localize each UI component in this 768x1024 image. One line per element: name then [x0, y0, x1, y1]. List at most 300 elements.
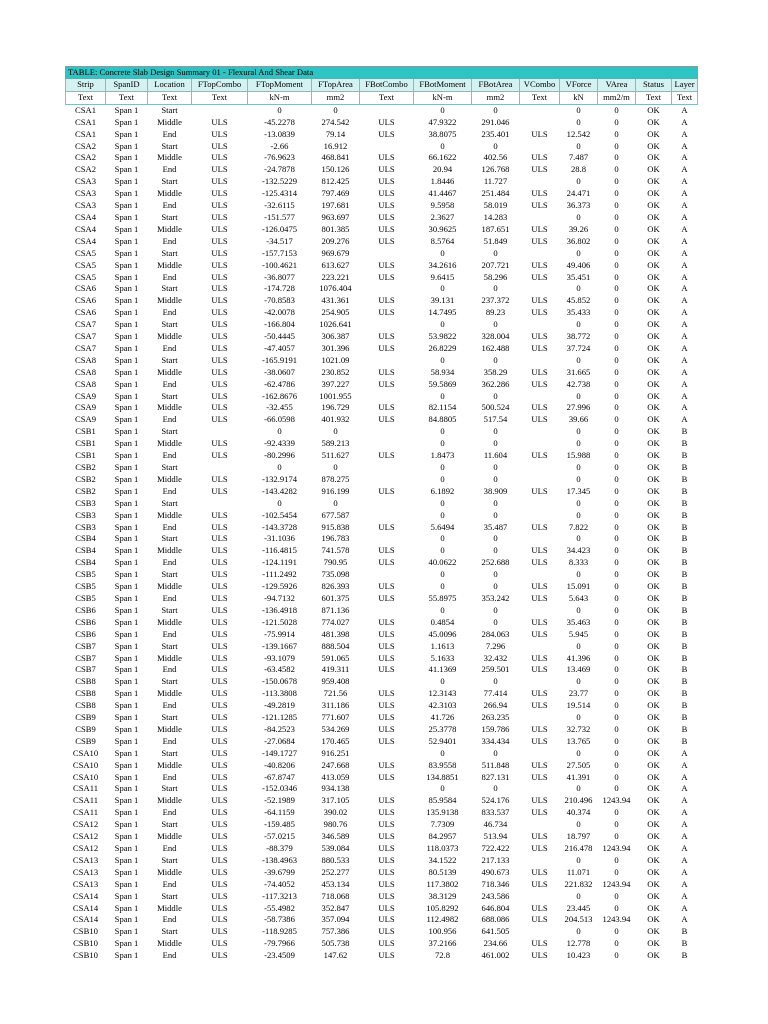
table-cell: OK: [647, 723, 660, 734]
column-header[interactable]: FBotArea: [472, 79, 520, 92]
table-cell: ULS: [378, 211, 395, 222]
table-cell: 5.1633: [430, 652, 455, 663]
table-cell: 209.276: [321, 235, 350, 246]
table-cell: 147.62: [323, 950, 348, 961]
table-cell: 0: [493, 462, 498, 472]
table-cell: 27.505: [566, 759, 591, 770]
table-cell: Span 1: [114, 854, 139, 865]
table-row: [66, 450, 698, 462]
table-cell: Middle: [157, 652, 182, 663]
table-cell: B: [681, 664, 688, 675]
table-cell: Span 1: [114, 831, 139, 842]
table-cell: 0: [614, 283, 619, 294]
table-cell: [520, 319, 560, 331]
table-cell: B: [681, 473, 688, 484]
table-cell: Span 1: [114, 700, 139, 711]
table-cell: 0: [440, 569, 445, 580]
table-row: [66, 903, 698, 915]
table-cell: -139.1667: [261, 640, 298, 651]
table-cell: B: [681, 438, 688, 449]
table-cell: -150.0678: [261, 676, 298, 687]
column-header[interactable]: Layer: [672, 79, 698, 92]
table-cell: [520, 141, 560, 153]
table-cell: -165.9191: [261, 354, 298, 365]
table-cell: ULS: [531, 307, 548, 318]
table-cell: ULS: [211, 176, 228, 187]
table-cell: OK: [647, 771, 660, 782]
table-cell: A: [681, 378, 688, 389]
table-cell: 517.54: [483, 414, 508, 425]
table-cell: 539.084: [321, 843, 350, 853]
table-cell: [360, 283, 414, 295]
units-row: [66, 91, 698, 104]
table-cell: -55.4982: [264, 902, 295, 913]
table-cell: B: [681, 938, 688, 949]
table-cell: [360, 438, 414, 450]
table-cell: 362.286: [481, 378, 510, 389]
table-cell: -126.0475: [261, 223, 298, 234]
table-cell: CSB6: [75, 616, 96, 627]
table-cell: 1243.94: [602, 878, 631, 889]
table-cell: ULS: [211, 116, 228, 127]
table-cell: 9.6415: [430, 271, 455, 282]
table-cell: Start: [161, 211, 178, 222]
table-cell: -27.0684: [264, 735, 295, 746]
table-cell: ULS: [211, 438, 228, 449]
table-cell: Span 1: [114, 819, 139, 830]
table-cell: Start: [161, 426, 178, 437]
table-cell: OK: [647, 200, 660, 211]
table-cell: ULS: [378, 712, 395, 723]
table-row: [66, 426, 698, 438]
table-cell: ULS: [378, 235, 395, 246]
unit-cell: mm2: [312, 91, 360, 104]
table-cell: Span 1: [114, 497, 139, 508]
table-cell: CSB1: [75, 450, 96, 461]
table-cell: 534.269: [321, 723, 350, 734]
column-header[interactable]: VCombo: [520, 79, 560, 92]
table-cell: Span 1: [114, 843, 139, 853]
table-cell: 42.3103: [428, 700, 457, 711]
table-cell: 235.401: [481, 128, 510, 139]
table-cell: 0: [440, 438, 445, 449]
table-cell: [520, 117, 560, 129]
table-cell: 117.3802: [426, 878, 459, 889]
table-cell: [360, 426, 414, 438]
table-cell: CSB9: [75, 712, 96, 723]
table-cell: 36.373: [566, 200, 591, 211]
table-cell: CSB1: [75, 438, 96, 449]
table-cell: 0: [614, 235, 619, 246]
table-cell: End: [162, 235, 177, 246]
table-cell: B: [681, 628, 688, 639]
table-cell: ULS: [531, 235, 548, 246]
table-cell: A: [681, 878, 688, 889]
table-cell: OK: [647, 914, 660, 925]
table-cell: ULS: [378, 819, 395, 830]
column-header[interactable]: SpanID: [106, 79, 148, 92]
table-cell: ULS: [378, 652, 395, 663]
table-cell: [360, 783, 414, 795]
column-header[interactable]: Location: [148, 79, 192, 92]
table-row: [66, 795, 698, 807]
column-header[interactable]: FBotMoment: [414, 79, 472, 92]
table-row: [66, 474, 698, 486]
table-cell: ULS: [378, 843, 395, 853]
table-cell: 7.822: [568, 521, 589, 532]
table-cell: 718.068: [321, 890, 350, 901]
table-cell: [520, 926, 560, 938]
table-cell: 243.586: [481, 890, 510, 901]
table-cell: OK: [647, 235, 660, 246]
table-cell: OK: [647, 485, 660, 496]
table-cell: 234.66: [483, 938, 508, 949]
table-cell: ULS: [211, 926, 228, 937]
column-header[interactable]: FBotCombo: [360, 79, 414, 92]
table-cell: [520, 855, 560, 867]
table-cell: 0: [493, 569, 498, 580]
table-cell: -113.3808: [262, 688, 297, 699]
table-cell: ULS: [211, 938, 228, 949]
table-cell: 0: [576, 319, 581, 330]
table-cell: 84.2957: [428, 831, 457, 842]
table-cell: 0: [277, 497, 282, 508]
table-cell: A: [681, 211, 688, 222]
table-cell: OK: [647, 759, 660, 770]
table-cell: 0: [614, 771, 619, 782]
table-cell: 718.346: [481, 878, 510, 889]
table-cell: CSB3: [75, 521, 96, 532]
table-cell: 162.488: [481, 342, 510, 353]
table-cell: ULS: [531, 843, 548, 853]
table-cell: Span 1: [114, 223, 139, 234]
table-cell: 0: [614, 700, 619, 711]
table-cell: 346.589: [321, 831, 350, 842]
table-cell: 5.643: [568, 592, 589, 603]
table-cell: ULS: [531, 545, 548, 556]
column-header[interactable]: VArea: [598, 79, 636, 92]
table-title: TABLE: Concrete Slab Design Summary 01 - Flexural And Shear Data: [66, 67, 698, 79]
table-cell: [360, 355, 414, 367]
table-cell: ULS: [211, 569, 228, 580]
table-cell: 230.852: [321, 366, 350, 377]
table-cell: A: [681, 116, 688, 127]
table-cell: End: [162, 735, 177, 746]
table-cell: ULS: [211, 759, 228, 770]
table-cell: 204.513: [564, 914, 593, 925]
table-cell: [360, 391, 414, 403]
table-cell: ULS: [211, 878, 228, 889]
table-cell: Span 1: [114, 462, 139, 472]
table-cell: A: [681, 140, 688, 151]
column-header[interactable]: FTopCombo: [192, 79, 248, 92]
table-cell: ULS: [211, 712, 228, 723]
table-cell: 0: [614, 521, 619, 532]
table-cell: ULS: [531, 164, 548, 175]
table-cell: 959.408: [321, 676, 350, 687]
table-cell: OK: [647, 307, 660, 318]
table-cell: 82.1154: [428, 402, 457, 413]
table-cell: Span 1: [114, 152, 139, 163]
table-cell: -70.8583: [264, 295, 295, 306]
table-cell: 0: [493, 676, 498, 687]
table-cell: CSA7: [74, 342, 96, 353]
table-cell: 0: [493, 783, 498, 794]
table-cell: [360, 141, 414, 153]
table-row: [66, 831, 698, 843]
table-cell: OK: [647, 890, 660, 901]
table-cell: ULS: [378, 402, 395, 413]
table-cell: [360, 748, 414, 760]
table-cell: ULS: [531, 128, 548, 139]
table-cell: OK: [647, 319, 660, 330]
table-cell: [360, 104, 414, 116]
table-cell: ULS: [531, 200, 548, 211]
table-row: [66, 129, 698, 141]
table-cell: ULS: [531, 259, 548, 270]
table-cell: 0: [576, 533, 581, 544]
table-cell: 1.8446: [430, 176, 455, 187]
table-cell: -174.728: [264, 283, 295, 294]
table-cell: 53.9822: [428, 331, 457, 342]
table-cell: 0: [614, 450, 619, 461]
table-cell: 187.651: [481, 223, 510, 234]
table-cell: 461.002: [481, 950, 510, 961]
table-cell: ULS: [531, 664, 548, 675]
table-cell: 0: [440, 140, 445, 151]
table-cell: 126.768: [481, 164, 510, 175]
table-cell: 42.738: [566, 378, 591, 389]
table-cell: Middle: [157, 581, 182, 592]
table-cell: 353.242: [481, 592, 510, 603]
table-cell: 0: [614, 319, 619, 330]
table-cell: Span 1: [114, 866, 139, 877]
table-cell: [520, 474, 560, 486]
table-cell: Span 1: [114, 783, 139, 794]
table-cell: End: [162, 914, 177, 925]
table-cell: ULS: [531, 735, 548, 746]
table-cell: A: [681, 223, 688, 234]
column-header[interactable]: Strip: [66, 79, 106, 92]
column-header[interactable]: FTopMoment: [248, 79, 312, 92]
table-cell: 252.688: [481, 557, 510, 568]
table-cell: Span 1: [114, 342, 139, 353]
table-cell: 11.727: [483, 176, 508, 187]
column-header[interactable]: Status: [636, 79, 672, 92]
table-cell: 0: [576, 473, 581, 484]
table-cell: OK: [647, 735, 660, 746]
table-cell: ULS: [378, 592, 395, 603]
table-cell: 1.1613: [430, 640, 455, 651]
table-cell: 511.627: [321, 450, 350, 461]
table-cell: -88.379: [266, 843, 293, 853]
table-row: [66, 617, 698, 629]
table-row: [66, 343, 698, 355]
table-cell: Start: [161, 104, 178, 115]
table-cell: 0: [614, 735, 619, 746]
table-cell: CSB2: [75, 462, 96, 472]
table-cell: Span 1: [114, 664, 139, 675]
table-cell: ULS: [211, 664, 228, 675]
table-cell: OK: [647, 747, 660, 758]
table-cell: Span 1: [114, 878, 139, 889]
table-cell: 32.432: [483, 652, 508, 663]
table-cell: 0: [614, 604, 619, 615]
table-cell: CSB7: [75, 652, 96, 663]
table-cell: -111.2492: [262, 569, 297, 580]
table-cell: A: [681, 866, 688, 877]
table-cell: 0: [614, 211, 619, 222]
table-cell: 646.804: [481, 902, 510, 913]
table-cell: OK: [647, 366, 660, 377]
table-cell: -52.1989: [264, 795, 295, 806]
table-cell: CSA13: [72, 854, 99, 865]
table-cell: Span 1: [114, 938, 139, 949]
table-cell: 969.679: [321, 247, 350, 258]
table-cell: 500.524: [481, 402, 510, 413]
table-cell: 52.9401: [428, 735, 457, 746]
table-cell: 0: [576, 426, 581, 437]
table-cell: ULS: [211, 235, 228, 246]
table-cell: 19.514: [566, 700, 591, 711]
table-cell: B: [681, 640, 688, 651]
table-cell: [360, 676, 414, 688]
table-cell: OK: [647, 688, 660, 699]
table-cell: End: [162, 807, 177, 818]
table-cell: 0: [440, 473, 445, 484]
unit-cell: Text: [520, 91, 560, 104]
table-cell: 12.542: [566, 128, 591, 139]
table-cell: 0: [576, 783, 581, 794]
table-cell: 0: [576, 509, 581, 520]
table-cell: A: [681, 414, 688, 425]
column-header[interactable]: VForce: [560, 79, 598, 92]
table-row: [66, 533, 698, 545]
table-cell: 9.5958: [430, 200, 455, 211]
table-cell: 812.425: [321, 176, 350, 187]
table-cell: 0: [576, 890, 581, 901]
table-cell: OK: [647, 104, 660, 115]
table-cell: Span 1: [114, 426, 139, 437]
table-cell: ULS: [211, 592, 228, 603]
table-cell: 0: [614, 545, 619, 556]
table-cell: 0: [614, 438, 619, 449]
table-row: [66, 950, 698, 962]
table-cell: CSA11: [73, 795, 98, 806]
table-cell: OK: [647, 402, 660, 413]
table-cell: ULS: [211, 152, 228, 163]
table-cell: ULS: [531, 688, 548, 699]
table-cell: OK: [647, 569, 660, 580]
table-cell: ULS: [531, 592, 548, 603]
table-cell: 490.673: [481, 866, 510, 877]
table-cell: 402.56: [483, 152, 508, 163]
table-row: [66, 141, 698, 153]
table-cell: CSB4: [75, 545, 96, 556]
table-cell: OK: [647, 497, 660, 508]
table-cell: -166.804: [264, 319, 295, 330]
table-cell: 58.019: [483, 200, 508, 211]
table-cell: ULS: [378, 521, 395, 532]
table-cell: -151.577: [264, 211, 295, 222]
table-cell: -66.0598: [264, 414, 295, 425]
table-cell: End: [162, 414, 177, 425]
table-cell: CSA13: [72, 866, 99, 877]
table-cell: ULS: [211, 950, 228, 961]
table-cell: 0: [614, 854, 619, 865]
table-cell: 401.932: [321, 414, 350, 425]
table-cell: 833.537: [481, 807, 510, 818]
table-cell: Span 1: [114, 545, 139, 556]
table-row: [66, 176, 698, 188]
table-cell: ULS: [531, 271, 548, 282]
table-cell: OK: [647, 509, 660, 520]
table-cell: ULS: [531, 902, 548, 913]
table-cell: 55.8975: [428, 592, 457, 603]
table-cell: -162.8676: [261, 390, 298, 401]
table-cell: ULS: [531, 223, 548, 234]
table-cell: 880.533: [321, 854, 350, 865]
table-cell: A: [681, 354, 688, 365]
table-cell: ULS: [531, 616, 548, 627]
table-cell: [360, 498, 414, 510]
table-cell: Span 1: [114, 319, 139, 330]
table-cell: 0: [277, 462, 282, 472]
table-cell: 1.8473: [430, 450, 455, 461]
table-cell: Span 1: [114, 331, 139, 342]
column-header[interactable]: FTopArea: [312, 79, 360, 92]
table-cell: 51.849: [483, 235, 508, 246]
table-cell: 0: [493, 604, 498, 615]
table-cell: -116.4815: [262, 545, 297, 556]
table-cell: B: [681, 676, 688, 687]
table-cell: A: [681, 247, 688, 258]
table-cell: 0: [576, 176, 581, 187]
table-cell: Start: [161, 497, 178, 508]
table-cell: OK: [647, 140, 660, 151]
table-cell: ULS: [211, 854, 228, 865]
table-cell: A: [681, 331, 688, 342]
table-cell: [520, 104, 560, 116]
table-cell: 397.227: [321, 378, 350, 389]
table-cell: Middle: [157, 116, 182, 127]
table-cell: OK: [647, 188, 660, 199]
table-cell: 38.909: [483, 485, 508, 496]
table-cell: ULS: [211, 747, 228, 758]
table-cell: ULS: [531, 652, 548, 663]
table-cell: 27.996: [566, 402, 591, 413]
table-cell: End: [162, 521, 177, 532]
table-cell: 7.7309: [430, 819, 455, 830]
table-cell: 13.765: [566, 735, 591, 746]
table-cell: ULS: [378, 688, 395, 699]
table-body: [66, 104, 698, 962]
table-cell: Span 1: [114, 235, 139, 246]
table-cell: Start: [161, 890, 178, 901]
table-cell: Middle: [157, 616, 182, 627]
table-cell: 980.76: [323, 819, 348, 830]
table-cell: 40.374: [566, 807, 591, 818]
table-cell: ULS: [378, 723, 395, 734]
table-cell: 317.105: [321, 795, 350, 806]
table-cell: Span 1: [114, 890, 139, 901]
table-cell: ULS: [211, 795, 228, 806]
table-cell: -80.2996: [264, 450, 295, 461]
column-header-row: [66, 79, 698, 92]
table-cell: 741.578: [321, 545, 350, 556]
table-cell: 0: [576, 712, 581, 723]
table-cell: -136.4918: [261, 604, 298, 615]
